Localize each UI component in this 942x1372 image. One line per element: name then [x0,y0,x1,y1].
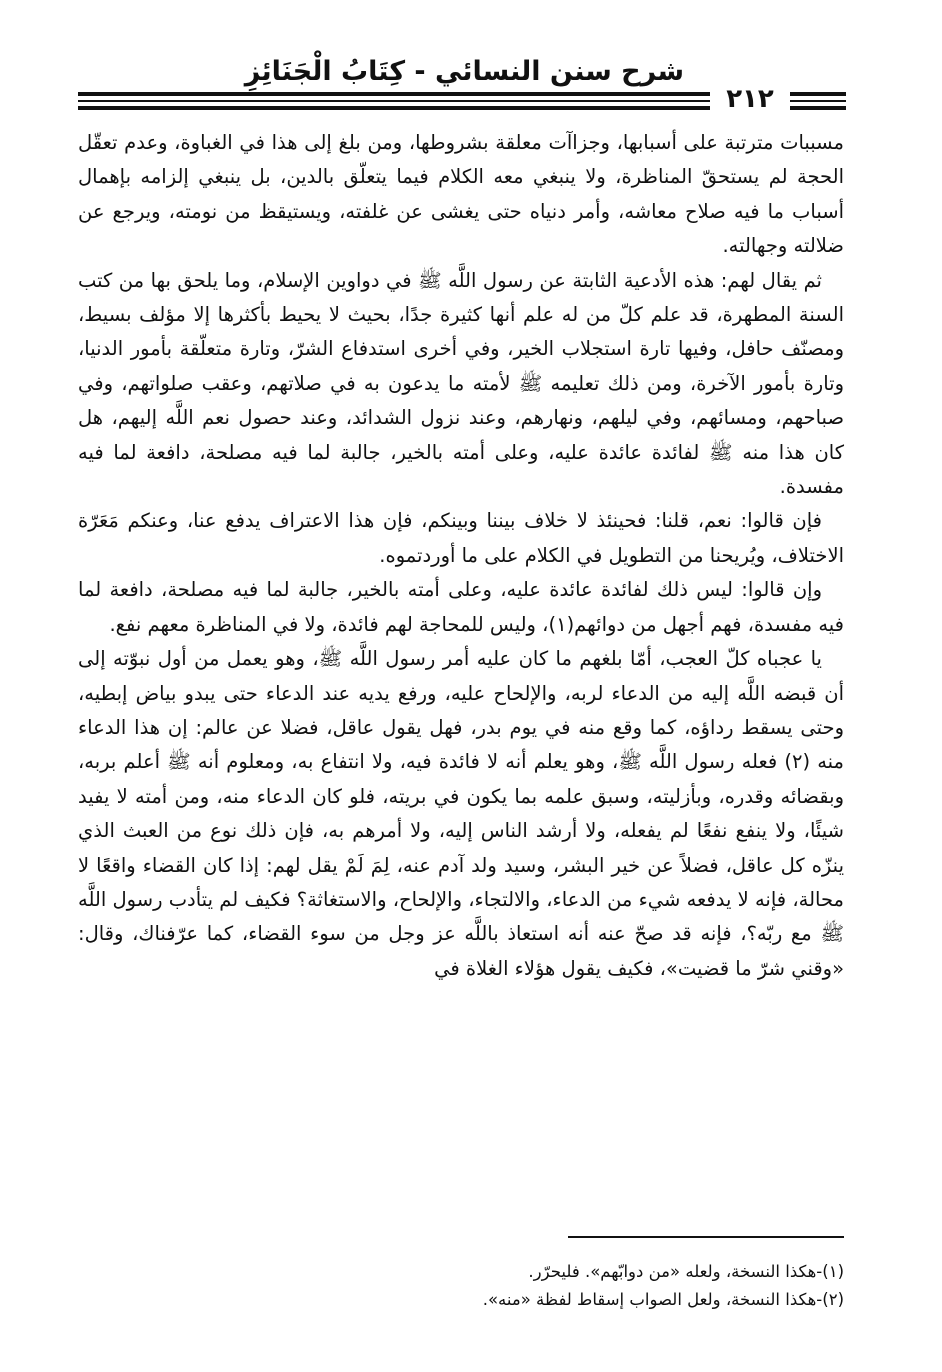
header-rule-right-thin [790,100,846,102]
paragraph-4: وإن قالوا: ليس ذلك لفائدة عائدة عليه، وعلى أمته بالخير، جالبة لما فيه مصلحة، دافعة لما فيه مفسدة، فهم أجهل من دوائهم(١)، وليس للمحاجة لهم فائدة، ولا في المناظرة معهم نفع. [78,578,844,636]
header-rule-left-thick-2 [78,106,710,110]
footnotes [300,1258,844,1314]
paragraph-5: يا عجباه كلّ العجب، أمّا بلغهم ما كان عليه أمر رسول اللَّه ﷺ، وهو يعمل من أول نبوّته إلى أن قبضه اللَّه إليه من الدعاء لربه، والإلحاح عليه، ورفع يديه عند الدعاء حتى يبدو بياض إبطيه، وحتى يسقط رداؤه، كما وقع منه في يوم بدر، فهل يقول عاقل، فضلا عن عالم: إن هذا الدعاء منه (٢) فعله رسول اللَّه ﷺ، وهو يعلم أنه لا فائدة فيه، ولا انتفاع به، ومعلوم أنه ﷺ أعلم بربه، وبقضائه وقدره، وبأزليته، وسبق علمه بما يكون في بريته، فلو كان الدعاء منه، ومن أمته لا يفيد شيئًا، ولا ينفع نفعًا لم يفعله، ولا أرشد الناس إليه، ولا أمرهم به، فإن ذلك نوع من العبث الذي ينزّه كل عاقل، فضلاً عن خير البشر، وسيد ولد آدم عنه، لِمَ لَمْ يقل لهم: إذا كان القضاء واقعًا لا محالة، فإنه لا يدفعه شيء من الدعاء، والالتجاء، والإلحاح، والاستغاثة؟ فكيف لم يتأدب رسول اللَّه ﷺ مع ربّه؟، فإنه قد صحّ عنه أنه استعاذ باللَّه عز وجل من سوء القضاء، كما عرّفناك، وقال: «وقني شرّ ما قضيت»، فكيف يقول هؤلاء الغلاة في [78,647,844,980]
running-title: شرح سنن النسائي - كِتَابُ الْجَنَائِزِ [244,56,684,87]
paragraph-2: ثم يقال لهم: هذه الأدعية الثابتة عن رسول اللَّه ﷺ في دواوين الإسلام، وما يلحق بها من كتب السنة المطهرة، قد علم كلّ من له علم أنها كثيرة جدًا، بحيث لا يحيط بأكثرها إلا مؤلف بسيط، ومصنّف حافل، وفيها تارة استجلاب الخير، وفي أخرى استدفاع الشرّ، وتارة متعلّقة بأمور الدنيا، وتارة بأمور الآخرة، ومن ذلك تعليمه ﷺ لأمته ما يدعون به في صلاتهم، وعقب صلواتهم، وفي صباحهم، ومسائهم، وفي ليلهم، ونهارهم، وعند نزول الشدائد، وعند حصول نعم اللَّه إليهم، هل كان هذا منه ﷺ لفائدة عائدة عليه، وعلى أمته بالخير، جالبة لما فيه مصلحة، دافعة لما فيه مفسدة. [78,268,844,499]
paragraph-3: فإن قالوا: نعم، قلنا: فحينئذ لا خلاف بيننا وبينكم، فإن هذا الاعتراف يدفع عنا، وعنكم مَعَرّة الاختلاف، ويُريحنا من التطويل في الكلام على ما أوردتموه. [78,509,844,567]
body-text [78,126,844,986]
paragraph-1: مسببات مترتبة على أسبابها، وجزاآت معلقة بشروطها، ومن بلغ إلى هذا في الغباوة، وعدم تعقّل الحجة لم يستحقّ المناظرة، ولا ينبغي معه الكلام فيما يتعلّق بالدين، بل ينبغي إلزامه بإهمال أسباب ما فيه صلاح معاشه، وأمر دنياه حتى يغشى عن غلفته، ويستيقظ من نومته، ويرجع عن ضلالته وجهالته. [78,131,844,258]
footnote-1: (١)-هكذا النسخة، ولعله «من دوابّهم». فليحرّر. [528,1262,844,1281]
footnote-separator [568,1236,844,1238]
footnote-2: (٢)-هكذا النسخة، ولعل الصواب إسقاط لفظة «منه». [482,1290,844,1309]
page-number: ٢١٢ [726,84,774,114]
header-rule-right-thick [790,92,846,96]
header-rule-left-thin [78,100,710,102]
header-rule-left-thick [78,92,710,96]
header-rule-right-thick-2 [790,106,846,110]
